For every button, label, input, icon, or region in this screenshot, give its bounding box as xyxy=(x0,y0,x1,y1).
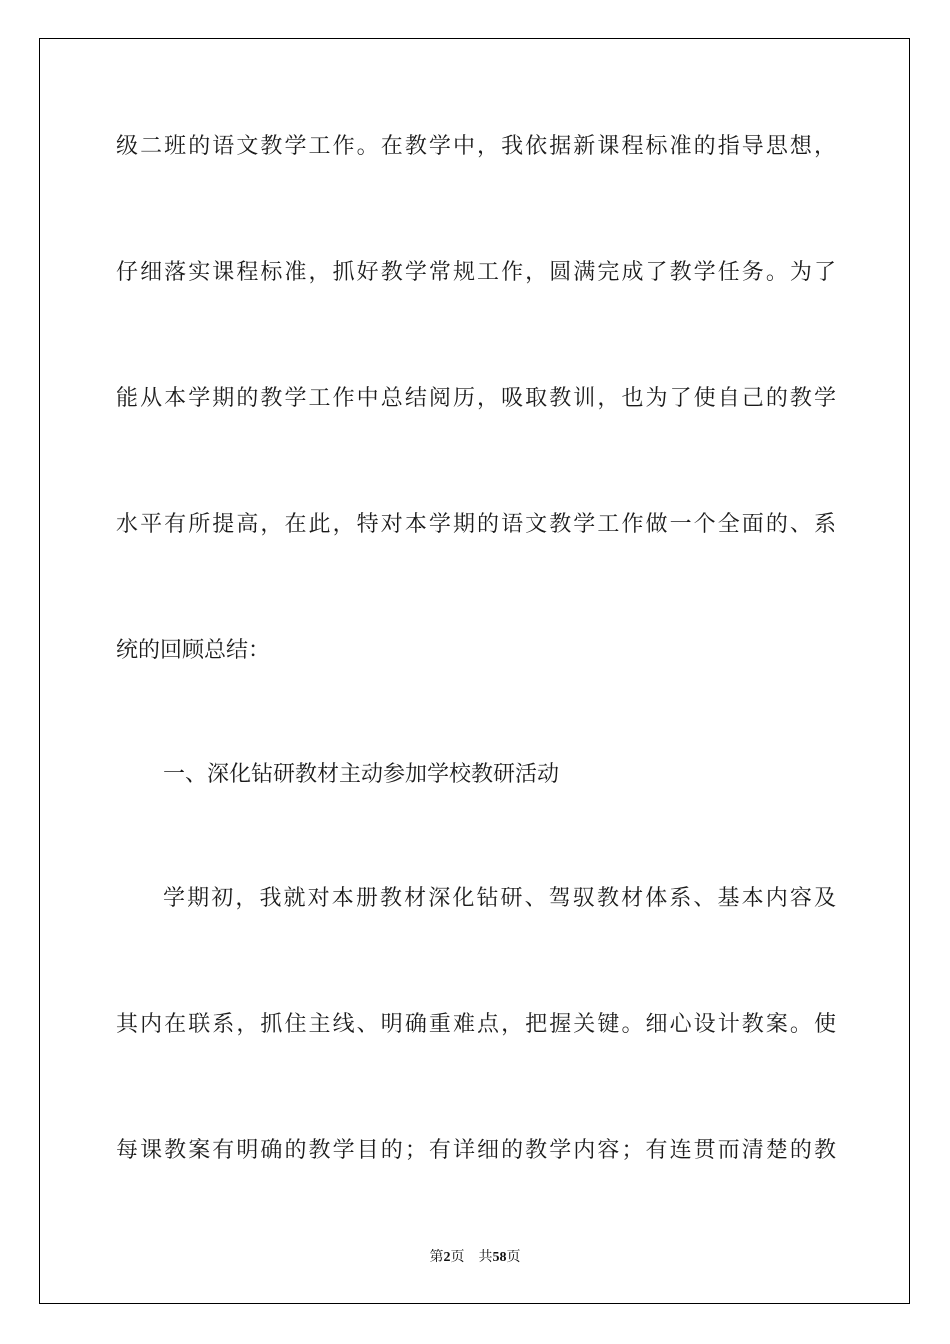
footer-page-suffix: 页 xyxy=(450,1250,465,1265)
current-page-number: 2 xyxy=(443,1250,451,1265)
footer-total-suffix: 页 xyxy=(506,1250,521,1265)
page-border xyxy=(39,38,910,1304)
body-line: 能从本学期的教学工作中总结阅历，吸取教训，也为了使自己的教学 xyxy=(116,386,836,411)
footer-page-prefix: 第 xyxy=(429,1250,444,1265)
body-line: 其内在联系，抓住主线、明确重难点，把握关键。细心设计教案。使 xyxy=(116,1012,836,1037)
body-line: 每课教案有明确的教学目的；有详细的教学内容；有连贯而清楚的教 xyxy=(116,1138,836,1163)
total-page-count: 58 xyxy=(492,1250,507,1265)
body-line: 仔细落实课程标准，抓好教学常规工作，圆满完成了教学任务。为了 xyxy=(116,260,836,285)
body-line: 学期初，我就对本册教材深化钻研、驾驭教材体系、基本内容及 xyxy=(163,886,836,911)
footer-total-prefix: 共 xyxy=(478,1250,493,1265)
body-line: 水平有所提高，在此，特对本学期的语文教学工作做一个全面的、系 xyxy=(116,512,836,537)
page-footer xyxy=(0,1246,950,1266)
body-line: 统的回顾总结： xyxy=(116,638,271,663)
section-heading: 一、深化钻研教材主动参加学校教研活动 xyxy=(163,762,560,787)
body-line: 级二班的语文教学工作。在教学中，我依据新课程标准的指导思想， xyxy=(116,134,836,159)
